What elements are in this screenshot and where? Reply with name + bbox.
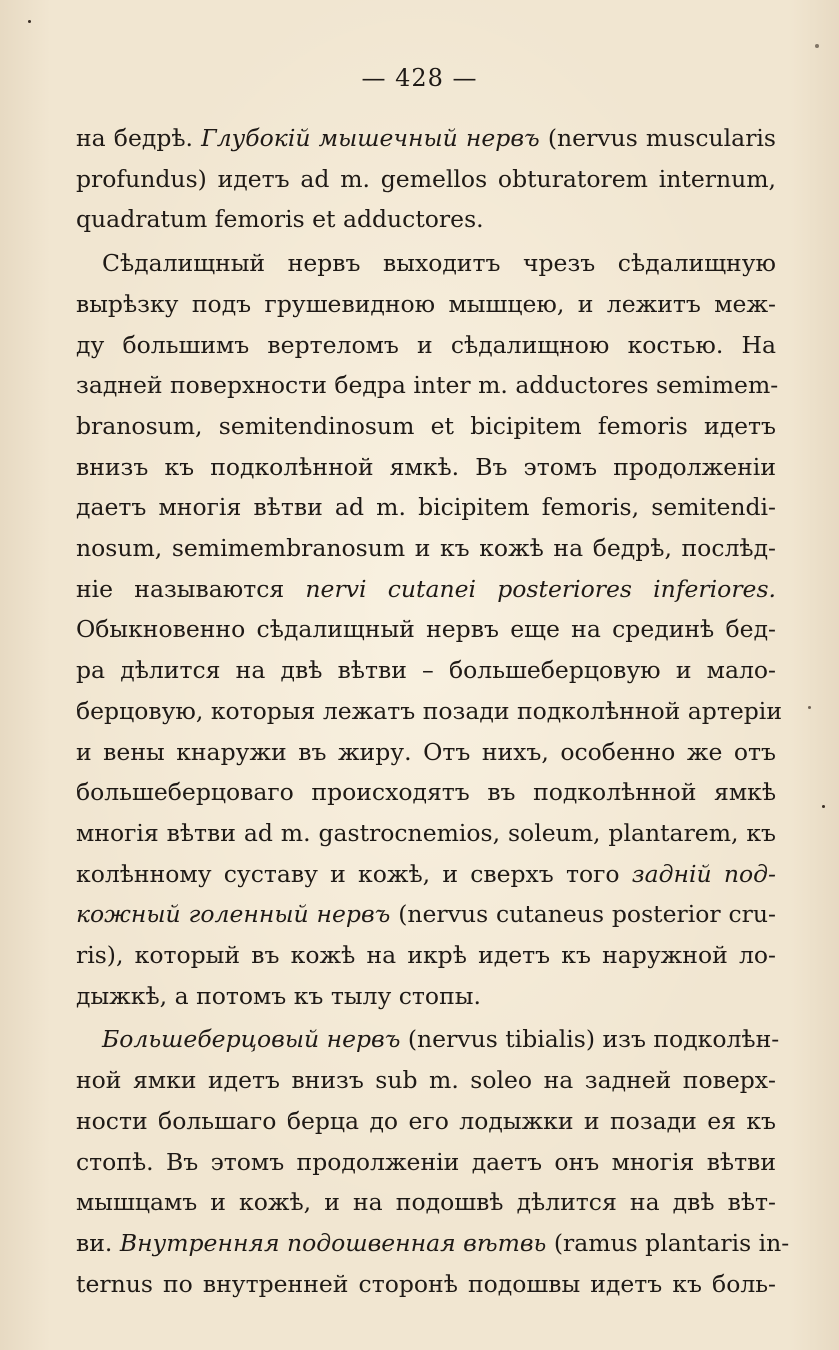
body-text bbox=[76, 118, 790, 1304]
text-line bbox=[76, 118, 776, 159]
text-line bbox=[76, 569, 776, 610]
text-line bbox=[76, 732, 776, 773]
text-run: Сѣдалищный нервъ выходитъ чрезъ сѣдалищную bbox=[102, 249, 776, 278]
text-line bbox=[76, 199, 776, 240]
text-run: ности большаго берца до его лодыжки и позади ея къ bbox=[76, 1106, 776, 1135]
text-run: ternus по внутренней сторонѣ подошвы идетъ къ боль- bbox=[76, 1269, 776, 1298]
text-line bbox=[76, 650, 776, 691]
text-run: даетъ многія вѣтви ad m. bicipitem femoris, semitendi- bbox=[76, 493, 776, 522]
text-line bbox=[76, 1019, 780, 1060]
text-run: branosum, semitendinosum et bicipitem femoris идетъ bbox=[76, 411, 776, 440]
text-line bbox=[76, 1182, 776, 1223]
text-line bbox=[76, 447, 776, 488]
italic-term: Внутренняя подошвенная вѣтвь bbox=[119, 1228, 547, 1257]
text-line bbox=[76, 894, 776, 935]
ink-speck bbox=[822, 805, 825, 808]
text-run: колѣнному суставу и кожѣ, и сверхъ того bbox=[76, 859, 632, 888]
text-run: (nervus muscularis bbox=[539, 124, 776, 152]
italic-term: nervi cutanei posteriores inferiores. bbox=[305, 574, 776, 603]
text-run: (ramus plantaris in- bbox=[546, 1228, 790, 1257]
text-run: дыжкѣ, а потомъ къ тылу стопы. bbox=[76, 981, 481, 1010]
text-line bbox=[76, 691, 782, 732]
text-line bbox=[76, 159, 776, 200]
text-run: ду большимъ вертеломъ и сѣдалищною костью. На bbox=[76, 330, 776, 359]
text-line bbox=[76, 1223, 790, 1264]
text-run: задней поверхности бедра inter m. adductores semimem- bbox=[76, 371, 779, 400]
text-run: мышцамъ и кожѣ, и на подошвѣ дѣлится на двѣ вѣт- bbox=[76, 1188, 776, 1217]
text-line bbox=[76, 1060, 776, 1101]
italic-term: кожный голенный нервъ bbox=[76, 900, 391, 929]
text-run: ніе называются bbox=[76, 574, 306, 603]
text-run: Обыкновенно сѣдалищный нервъ еще на срединѣ бед- bbox=[76, 615, 776, 644]
text-run: (nervus tibialis) изъ подколѣн- bbox=[400, 1025, 780, 1054]
text-run: nosum, semimembranosum и къ кожѣ на бедрѣ, послѣд- bbox=[76, 534, 776, 563]
paragraph bbox=[76, 1019, 790, 1304]
text-line bbox=[76, 813, 776, 854]
text-run: берцовую, которыя лежатъ позади подколѣнной артеріи bbox=[76, 696, 782, 725]
text-run: (nervus cutaneus posterior cru- bbox=[390, 900, 776, 929]
italic-term: задній под- bbox=[631, 859, 776, 888]
text-line bbox=[76, 365, 779, 406]
italic-term: Глубокій мышечный нервъ bbox=[201, 124, 540, 152]
text-run: ви. bbox=[76, 1228, 120, 1257]
text-run: profundus) идетъ ad m. gemellos obturatorem internum, bbox=[76, 164, 776, 193]
text-run: ris), который въ кожѣ на икрѣ идетъ къ наружной ло- bbox=[76, 941, 776, 970]
text-line bbox=[76, 976, 776, 1017]
text-line bbox=[76, 487, 776, 528]
text-line bbox=[76, 406, 776, 447]
text-line bbox=[76, 772, 776, 813]
ink-speck bbox=[808, 706, 811, 709]
text-line bbox=[76, 854, 776, 895]
text-run: quadratum femoris et adductores. bbox=[76, 205, 484, 234]
paragraph bbox=[76, 243, 782, 1016]
ink-speck bbox=[815, 44, 819, 48]
text-run: и вены кнаружи въ жиру. Отъ нихъ, особенно же отъ bbox=[76, 737, 776, 766]
text-run: вырѣзку подъ грушевидною мышцею, и лежитъ меж- bbox=[76, 289, 776, 318]
text-line bbox=[76, 284, 776, 325]
text-line bbox=[76, 1142, 776, 1183]
ink-speck bbox=[28, 20, 31, 23]
text-line bbox=[76, 1264, 776, 1305]
text-run: многія вѣтви ad m. gastrocnemios, soleum, plantarem, къ bbox=[76, 818, 776, 847]
text-run: ной ямки идетъ внизъ sub m. soleo на задней поверх- bbox=[76, 1066, 776, 1095]
paragraph bbox=[76, 118, 776, 240]
text-run: большеберцоваго происходятъ въ подколѣнной ямкѣ bbox=[76, 778, 776, 807]
text-run: внизъ къ подколѣнной ямкѣ. Въ этомъ продолженіи bbox=[76, 452, 776, 481]
text-line bbox=[76, 528, 776, 569]
text-line bbox=[76, 935, 776, 976]
text-run: ра дѣлится на двѣ вѣтви – большеберцовую и мало- bbox=[76, 656, 776, 685]
text-run: стопѣ. Въ этомъ продолженіи даетъ онъ многія вѣтви bbox=[76, 1147, 776, 1176]
page-number: — 428 — bbox=[361, 64, 478, 92]
text-run: на бедрѣ. bbox=[76, 124, 202, 152]
text-line bbox=[76, 609, 776, 650]
italic-term: Большеберцовый нервъ bbox=[102, 1025, 401, 1054]
text-line bbox=[76, 1101, 776, 1142]
text-line bbox=[76, 325, 776, 366]
text-line bbox=[76, 243, 776, 284]
